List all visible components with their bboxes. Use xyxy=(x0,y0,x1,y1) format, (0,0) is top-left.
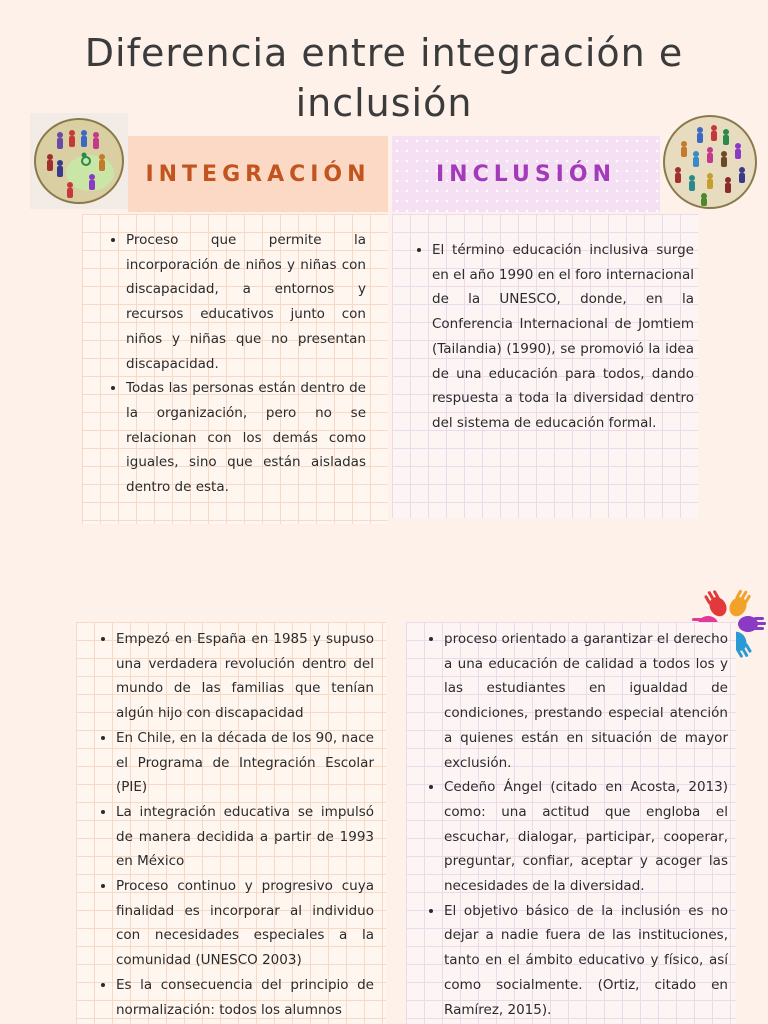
diverse-people-circle-icon xyxy=(660,114,760,210)
list-item: • Cedeño Ángel (citado en Acosta, 2013) como: una actitud que engloba el escuchar, dialogar, participar, cooperar, preguntar, confiar, aceptar y acoger las necesidades de la diversidad. xyxy=(444,775,728,899)
list-item: • Todas las personas están dentro de la organización, pero no se relacionan con los demás como iguales, sino que están aisladas dentro de esta. xyxy=(126,376,366,500)
list-item: • En Chile, en la década de los 90, nace el Programa de Integración Escolar (PIE) xyxy=(116,726,374,800)
header-inclusion: INCLUSIÓN xyxy=(392,136,660,212)
list-item: • Proceso que permite la incorporación de niños y niñas con discapacidad, a entornos y recursos educativos junto con niños y niñas que no presentan discapacidad. xyxy=(126,228,366,376)
integracion-bottom-panel xyxy=(76,622,386,1024)
inclusion-bottom-panel xyxy=(406,622,736,1024)
list-item: • El objetivo básico de la inclusión es no dejar a nadie fuera de las instituciones, tanto en el ámbito educativo y físico, así como socialmente. (Ortiz, citado en Ramírez, 2015). xyxy=(444,899,728,1023)
list-item: • Proceso continuo y progresivo cuya finalidad es incorporar al individuo con necesidades especiales a la comunidad (UNESCO 2003) xyxy=(116,874,374,973)
list-item: • El término educación inclusiva surge en el año 1990 en el foro internacional de la UNESCO, donde, en la Conferencia Internacional de Jomtiem (Tailandia) (1990), se promovió la idea de una educación para todos, dando respuesta a toda la diversidad dentro del sistema de educación formal. xyxy=(432,238,694,436)
inclusion-top-panel xyxy=(392,214,698,518)
people-circle-icon xyxy=(30,113,128,209)
page-title: Diferencia entre integración e inclusión xyxy=(84,31,684,125)
list-item: • La integración educativa se impulsó de manera decidida a partir de 1993 en México xyxy=(116,800,374,874)
integracion-bottom-list xyxy=(76,622,386,1022)
list-item: • Es la consecuencia del principio de normalización: todos los alumnos xyxy=(116,973,374,1022)
inclusion-top-list xyxy=(392,214,698,436)
integracion-top-panel xyxy=(82,214,388,524)
inclusion-bottom-list xyxy=(406,622,736,1022)
integracion-top-list xyxy=(82,214,388,500)
header-integracion: INTEGRACIÓN xyxy=(128,136,388,212)
list-item: • Empezó en España en 1985 y supuso una verdadera revolución dentro del mundo de las familias que tenían algún hijo con discapacidad xyxy=(116,627,374,726)
list-item: • proceso orientado a garantizar el derecho a una educación de calidad a todos los y las estudiantes en igualdad de condiciones, prestando especial atención a quienes están en situación de mayor exclusión. xyxy=(444,627,728,775)
